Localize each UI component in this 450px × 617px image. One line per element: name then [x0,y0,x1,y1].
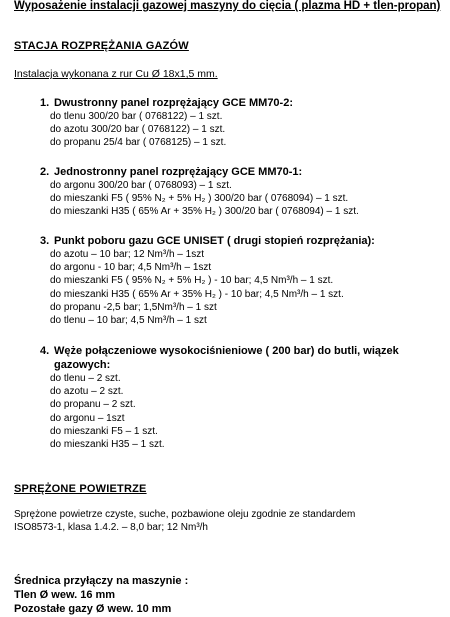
item-number: 1. [40,97,50,109]
list-line: do mieszanki H35 ( 65% Ar + 35% H₂ ) 300/20 bar ( 0768094) – 1 szt. [50,206,359,218]
list-line: do propanu 25/4 bar ( 0768125) – 1 szt. [50,137,227,149]
item-4-heading [40,344,430,372]
item-heading-text: Jednostronny panel rozprężający GCE MM70-1: [54,166,303,178]
item-number: 2. [40,166,50,178]
list-line: do azotu – 10 bar; 12 Nm³/h – 1szt [50,249,204,260]
item-number: 3. [40,235,50,247]
item-1 [40,96,440,150]
item-1-heading [40,96,440,110]
item-3-heading [40,234,445,248]
item-heading-text: Węże połączeniowe wysokociśnieniowe ( 200 bar) do butli, wiązek gazowych: [54,345,399,371]
list-line: do azotu 300/20 bar ( 0768122) – 1 szt. [50,124,226,136]
item-3 [40,234,445,327]
list-line: do propanu -2,5 bar; 1,5Nm³/h – 1 szt [50,301,217,313]
section-heading-gas-station: STACJA ROZPRĘŻANIA GAZÓW [14,40,189,52]
list-line: do mieszanki F5 ( 95% N₂ + 5% H₂ ) - 10 bar; 4,5 Nm³/h – 1 szt. [50,275,334,287]
list-line: do tlenu – 2 szt. [50,373,121,384]
item-4 [40,344,430,451]
compressed-air-text-line-1: Sprężone powietrze czyste, suche, pozbawione oleju zgodnie ze standardem [14,509,356,520]
item-heading-text: Punkt poboru gazu GCE UNISET ( drugi stopień rozprężania): [54,235,375,247]
list-line: do mieszanki F5 ( 95% N₂ + 5% H₂ ) 300/20 bar ( 0768094) – 1 szt. [50,193,349,205]
list-line: do tlenu – 10 bar; 4,5 Nm³/h – 1 szt [50,315,207,327]
compressed-air-text-line-2: ISO8573-1, klasa 1.4.2. – 8,0 bar; 12 Nm³/h [14,522,208,533]
list-line: do argonu - 10 bar; 4,5 Nm³/h – 1szt [50,262,212,274]
section-heading-compressed-air: SPRĘŻONE POWIETRZE [14,483,147,495]
item-heading-text: Dwustronny panel rozprężający GCE MM70-2: [54,97,293,109]
list-line: do argonu 300/20 bar ( 0768093) – 1 szt. [50,180,232,191]
list-line: do azotu – 2 szt. [50,386,124,398]
installation-intro: Instalacja wykonana z rur Cu Ø 18x1,5 mm. [14,68,218,80]
list-line: do mieszanki F5 – 1 szt. [50,425,158,437]
connection-diameter-heading: Średnica przyłączy na maszynie : [14,575,189,587]
document-title: Wyposażenie instalacji gazowej maszyny do cięcia ( plazma HD + tlen-propan) [14,0,441,12]
other-gases-diameter: Pozostałe gazy Ø wew. 10 mm [14,603,172,615]
list-line: do propanu – 2 szt. [50,399,136,411]
item-number: 4. [40,345,50,357]
list-line: do mieszanki H35 ( 65% Ar + 35% H₂ ) - 10 bar; 4,5 Nm³/h – 1 szt. [50,288,344,300]
list-line: do argonu – 1szt [50,412,125,424]
item-2-heading [40,165,440,179]
list-line: do mieszanki H35 – 1 szt. [50,439,165,451]
list-line: do tlenu 300/20 bar ( 0768122) – 1 szt. [50,111,223,122]
item-2 [40,165,440,219]
oxygen-diameter: Tlen Ø wew. 16 mm [14,589,116,601]
